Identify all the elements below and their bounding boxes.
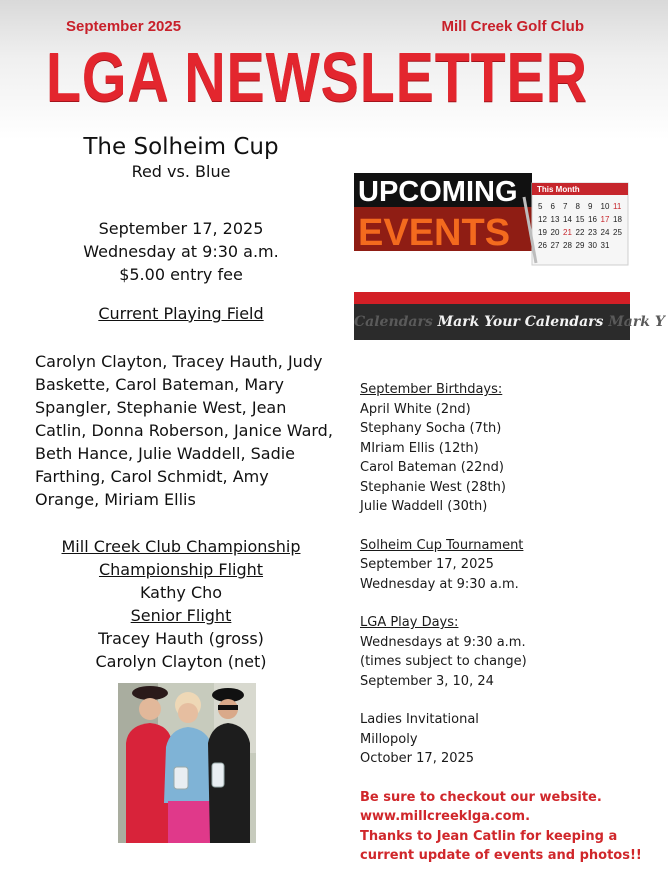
calendar-icon [524, 183, 628, 265]
calendar-day: 31 [600, 241, 610, 250]
birthday-item: Stephany Socha (7th) [360, 421, 502, 436]
club-name: Mill Creek Golf Club [441, 18, 584, 35]
event-fee: $5.00 entry fee [119, 265, 243, 284]
play-days-note: (times subject to change) [360, 654, 527, 669]
championship-section [26, 535, 336, 673]
winners-photo [118, 683, 256, 843]
mark-your-calendars-banner [354, 292, 665, 340]
play-days-dates: September 3, 10, 24 [360, 673, 494, 689]
birthday-item: Carol Bateman (22nd) [360, 460, 504, 475]
calendar-day: 25 [613, 228, 622, 237]
invitational-name: Ladies Invitational [360, 712, 479, 727]
birthdays-heading: September Birthdays: [360, 382, 503, 397]
championship-flight-label: Championship Flight [98, 560, 264, 579]
tournament-date: September 17, 2025 [360, 557, 494, 572]
calendar-day: 22 [575, 228, 585, 237]
calendar-day: 8 [575, 202, 580, 211]
invitational-theme: Millopoly [360, 731, 418, 747]
calendar-day: 30 [588, 241, 597, 250]
calendar-day: 26 [538, 241, 547, 250]
event-section [26, 134, 336, 325]
event-subtitle: Red vs. Blue [131, 162, 231, 181]
calendar-day: 13 [550, 215, 560, 224]
calendar-day: 11 [613, 202, 622, 211]
event-title: The Solheim Cup [83, 134, 279, 160]
calendar-day: 27 [550, 241, 560, 250]
website-note: Be sure to checkout our website. [360, 789, 602, 805]
birthday-item: Stephanie West (28th) [360, 479, 506, 495]
tournament-heading: Solheim Cup Tournament [360, 537, 524, 553]
calendar-day: 14 [563, 215, 572, 224]
senior-flight-label: Senior Flight [130, 606, 232, 625]
calendar-day: 7 [563, 202, 568, 211]
calendar-day: 23 [588, 228, 597, 237]
calendar-day: 16 [588, 215, 597, 224]
play-days-time: Wednesdays at 9:30 a.m. [360, 634, 526, 650]
upcoming-events-graphic [354, 167, 630, 272]
calendar-day: 28 [563, 241, 572, 250]
senior-flight-net-winner: Carolyn Clayton (net) [95, 652, 267, 671]
play-days-heading: LGA Play Days: [360, 615, 459, 630]
marks-main-text: Mark Your Calendars [437, 314, 604, 330]
invitational-date: October 17, 2025 [360, 751, 475, 766]
birthday-item: April White (2nd) [360, 401, 471, 417]
calendar-day: 20 [550, 228, 560, 237]
calendar-day: 12 [538, 215, 547, 224]
website-link[interactable]: www.millcreeklga.com. [360, 809, 531, 824]
thanks-note-line1: Thanks to Jean Catlin for keeping a [360, 828, 618, 844]
calendar-day: 21 [563, 228, 572, 237]
calendar-day: 15 [575, 215, 585, 224]
events-column [360, 380, 660, 866]
calendar-day: 6 [550, 202, 555, 211]
banner-red-stripe [354, 292, 630, 304]
calendar-day: 17 [600, 215, 610, 224]
calendar-day: 18 [613, 215, 622, 224]
ghost-text-left: Calendars [354, 314, 433, 330]
newsletter-title: LGA NEWSLETTER [46, 38, 588, 116]
mark-your-calendars-text [354, 314, 665, 330]
banner-events-text: EVENTS [358, 212, 511, 254]
playing-field-heading: Current Playing Field [98, 304, 264, 323]
birthday-item: MIriam Ellis (12th) [360, 440, 479, 456]
calendar-day: 19 [538, 228, 547, 237]
event-date: September 17, 2025 [98, 219, 264, 238]
birthday-item: Julie Waddell (30th) [360, 499, 488, 514]
calendar-day: 5 [538, 202, 543, 211]
winners-photo-illustration [118, 683, 256, 843]
championship-flight-winner: Kathy Cho [139, 583, 223, 602]
upcoming-events-banner [354, 167, 630, 272]
senior-flight-gross-winner: Tracey Hauth (gross) [98, 629, 264, 648]
tournament-time: Wednesday at 9:30 a.m. [360, 576, 519, 592]
banner-upcoming-text: UPCOMING [358, 176, 518, 208]
calendar-month-label: This Month [537, 185, 580, 194]
calendar-day: 9 [588, 202, 593, 211]
championship-heading: Mill Creek Club Championship [61, 537, 301, 556]
calendar-day: 24 [600, 228, 610, 237]
calendar-day: 29 [575, 241, 585, 250]
calendar-day: 10 [600, 202, 610, 211]
ghost-text-right: Mark Y [608, 314, 665, 330]
issue-date: September 2025 [66, 18, 182, 35]
thanks-note-line2: current update of events and photos!! [360, 848, 642, 863]
playing-field-names: Carolyn Clayton, Tracey Hauth, Judy Baskette, Carol Bateman, Mary Spangler, Stephanie West, Jean Catlin, Donna Roberson, Janice Ward, Beth Hance, Julie Waddell, Sadie Farthing, Carol Schmidt, Amy Orange, Miriam Ellis [35, 352, 333, 509]
event-time: Wednesday at 9:30 a.m. [83, 242, 279, 261]
